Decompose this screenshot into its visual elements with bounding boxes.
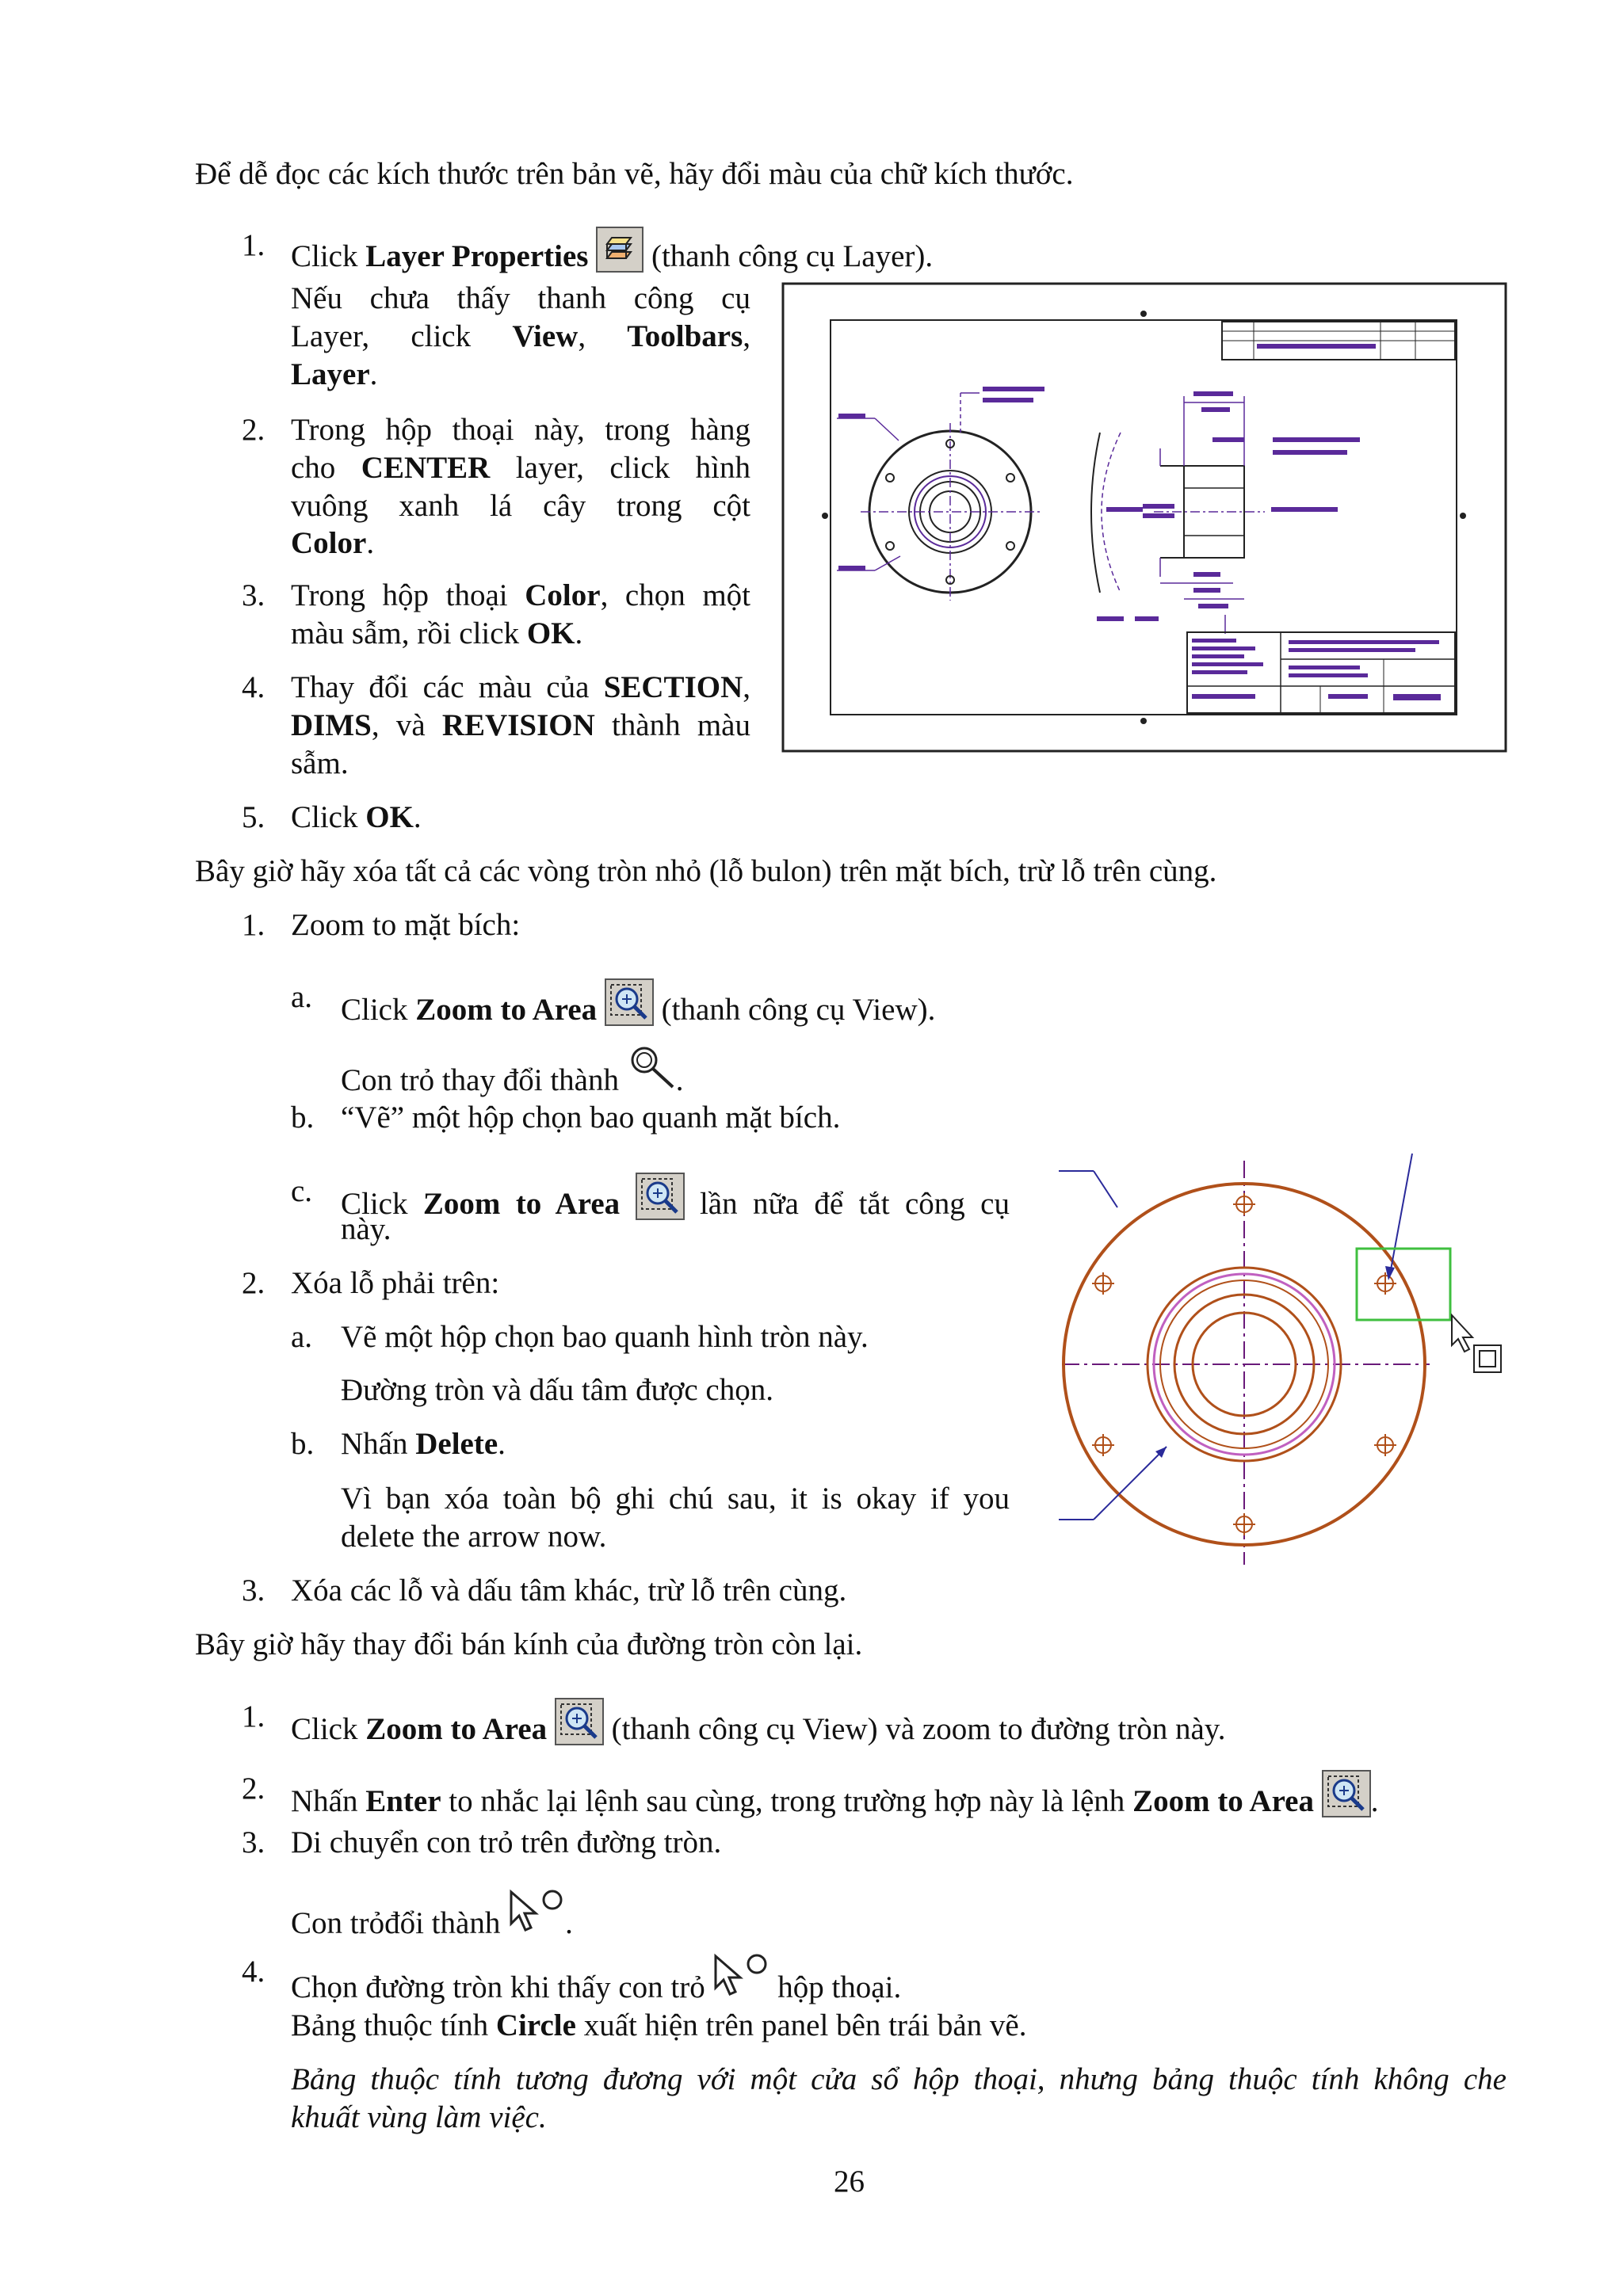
drawing-sheet-figure [781, 282, 1507, 753]
intro-text: Để dễ đọc các kích thước trên bản vẽ, hãy đổi màu của chữ kích thước. [195, 157, 1074, 191]
step-1-note-line-3: Layer. [291, 357, 378, 391]
page-number: 26 [834, 2164, 865, 2199]
s2-step-1-number: 1. [242, 908, 265, 942]
flange-figure [1046, 1149, 1514, 1577]
s2-sub-c-letter: c. [291, 1174, 313, 1208]
step-1-text: Click Layer Properties (thanh công cụ Layer). [291, 227, 933, 276]
step-2-line-4: Color. [291, 526, 375, 560]
step-2-number: 2. [242, 413, 265, 447]
s3-step-3-note: Con trỏđổi thành . [291, 1889, 573, 1943]
paragraph-change-radius: Bây giờ hãy thay đổi bán kính của đường tròn còn lại. [195, 1627, 863, 1661]
step-4-line-3: sẫm. [291, 746, 349, 780]
zoom-to-area-icon[interactable] [605, 978, 654, 1026]
step-2-line-1: Trong hộp thoại này, trong hàng [291, 413, 750, 447]
step-2-line-3: vuông xanh lá cây trong cột [291, 489, 750, 523]
s2-sub-a2-note: Đường tròn và dấu tâm được chọn. [341, 1373, 773, 1407]
s3-step-2-number: 2. [242, 1772, 265, 1806]
s2-step-1-text: Zoom to mặt bích: [291, 908, 521, 942]
s2-sub-c-line-1: Click Zoom to Area lần nữa để tắt công cụ [341, 1173, 1010, 1223]
zoom-to-area-icon[interactable] [555, 1698, 604, 1745]
step-5-number: 5. [242, 800, 265, 834]
s2-sub-b2-letter: b. [291, 1427, 315, 1461]
s2-sub-c-line-2: này. [341, 1212, 391, 1246]
s3-step-4-text: Chọn đường tròn khi thấy con trỏ hộp thoại. [291, 1953, 901, 2007]
s3-step-1-number: 1. [242, 1699, 265, 1733]
s2-sub-b2-text: Nhấn Delete. [341, 1427, 506, 1461]
step-2-line-2: cho CENTER layer, click hình [291, 451, 750, 485]
s2-sub-a-note: Con trỏ thay đổi thành . [341, 1044, 683, 1100]
s2-sub-a-letter: a. [291, 980, 313, 1014]
s3-step-3-number: 3. [242, 1825, 265, 1859]
s3-step-2-text: Nhấn Enter to nhắc lại lệnh sau cùng, trong trường hợp này là lệnh Zoom to Area . [291, 1770, 1378, 1821]
zoom-cursor-icon [627, 1044, 676, 1090]
s2-sub-a2-letter: a. [291, 1320, 313, 1354]
s2-step-2-number: 2. [242, 1266, 265, 1300]
select-circle-cursor-icon [712, 1953, 769, 1997]
selection-box [1357, 1249, 1450, 1320]
step-4-number: 4. [242, 670, 265, 704]
s3-step-4-note: Bảng thuộc tính Circle xuất hiện trên panel bên trái bản vẽ. [291, 2008, 1027, 2042]
select-circle-cursor-icon [508, 1889, 565, 1933]
s2-sub-a-text: Click Zoom to Area (thanh công cụ View). [341, 978, 935, 1029]
step-1-note-line-2: Layer, click View, Toolbars, [291, 319, 750, 353]
s3-step-4-italic-line-1: Bảng thuộc tính tương đương với một cửa sổ hộp thoại, nhưng bảng thuộc tính không che [291, 2062, 1507, 2096]
s2-sub-b-text: “Vẽ” một hộp chọn bao quanh mặt bích. [341, 1100, 841, 1135]
s2-sub-a2-text: Vẽ một hộp chọn bao quanh hình tròn này. [341, 1320, 869, 1354]
layer-properties-icon[interactable] [596, 227, 643, 273]
zoom-to-area-icon[interactable] [1322, 1770, 1371, 1817]
step-3-number: 3. [242, 578, 265, 612]
step-5-text: Click OK. [291, 800, 422, 834]
s3-step-1-text: Click Zoom to Area (thanh công cụ View) và zoom to đường tròn này. [291, 1698, 1226, 1749]
s3-step-4-number: 4. [242, 1955, 265, 1989]
s2-step-3-text: Xóa các lỗ và dấu tâm khác, trừ lỗ trên cùng. [291, 1573, 847, 1608]
s2-sub-b-letter: b. [291, 1100, 315, 1135]
step-4-line-1: Thay đổi các màu của SECTION, [291, 670, 750, 704]
s2-step-2-text: Xóa lỗ phải trên: [291, 1266, 500, 1300]
step-1-note-line-1: Nếu chưa thấy thanh công cụ [291, 281, 750, 315]
step-4-line-2: DIMS, và REVISION thành màu [291, 708, 750, 742]
step-1-number: 1. [242, 228, 265, 262]
paragraph-delete-holes: Bây giờ hãy xóa tất cả các vòng tròn nhỏ (lỗ bulon) trên mặt bích, trừ lỗ trên cùng. [195, 854, 1217, 888]
s2-sub-b2-note-line-1: Vì bạn xóa toàn bộ ghi chú sau, it is okay if you [341, 1482, 1010, 1516]
s3-step-4-italic-line-2: khuất vùng làm việc. [291, 2100, 547, 2134]
s3-step-3-text: Di chuyển con trỏ trên đường tròn. [291, 1825, 722, 1859]
s2-sub-b2-note-line-2: delete the arrow now. [341, 1520, 607, 1554]
step-3-line-2: màu sẫm, rồi click OK. [291, 616, 583, 650]
zoom-to-area-icon[interactable] [636, 1173, 685, 1220]
s2-step-3-number: 3. [242, 1573, 265, 1608]
step-3-line-1: Trong hộp thoại Color, chọn một [291, 578, 751, 612]
